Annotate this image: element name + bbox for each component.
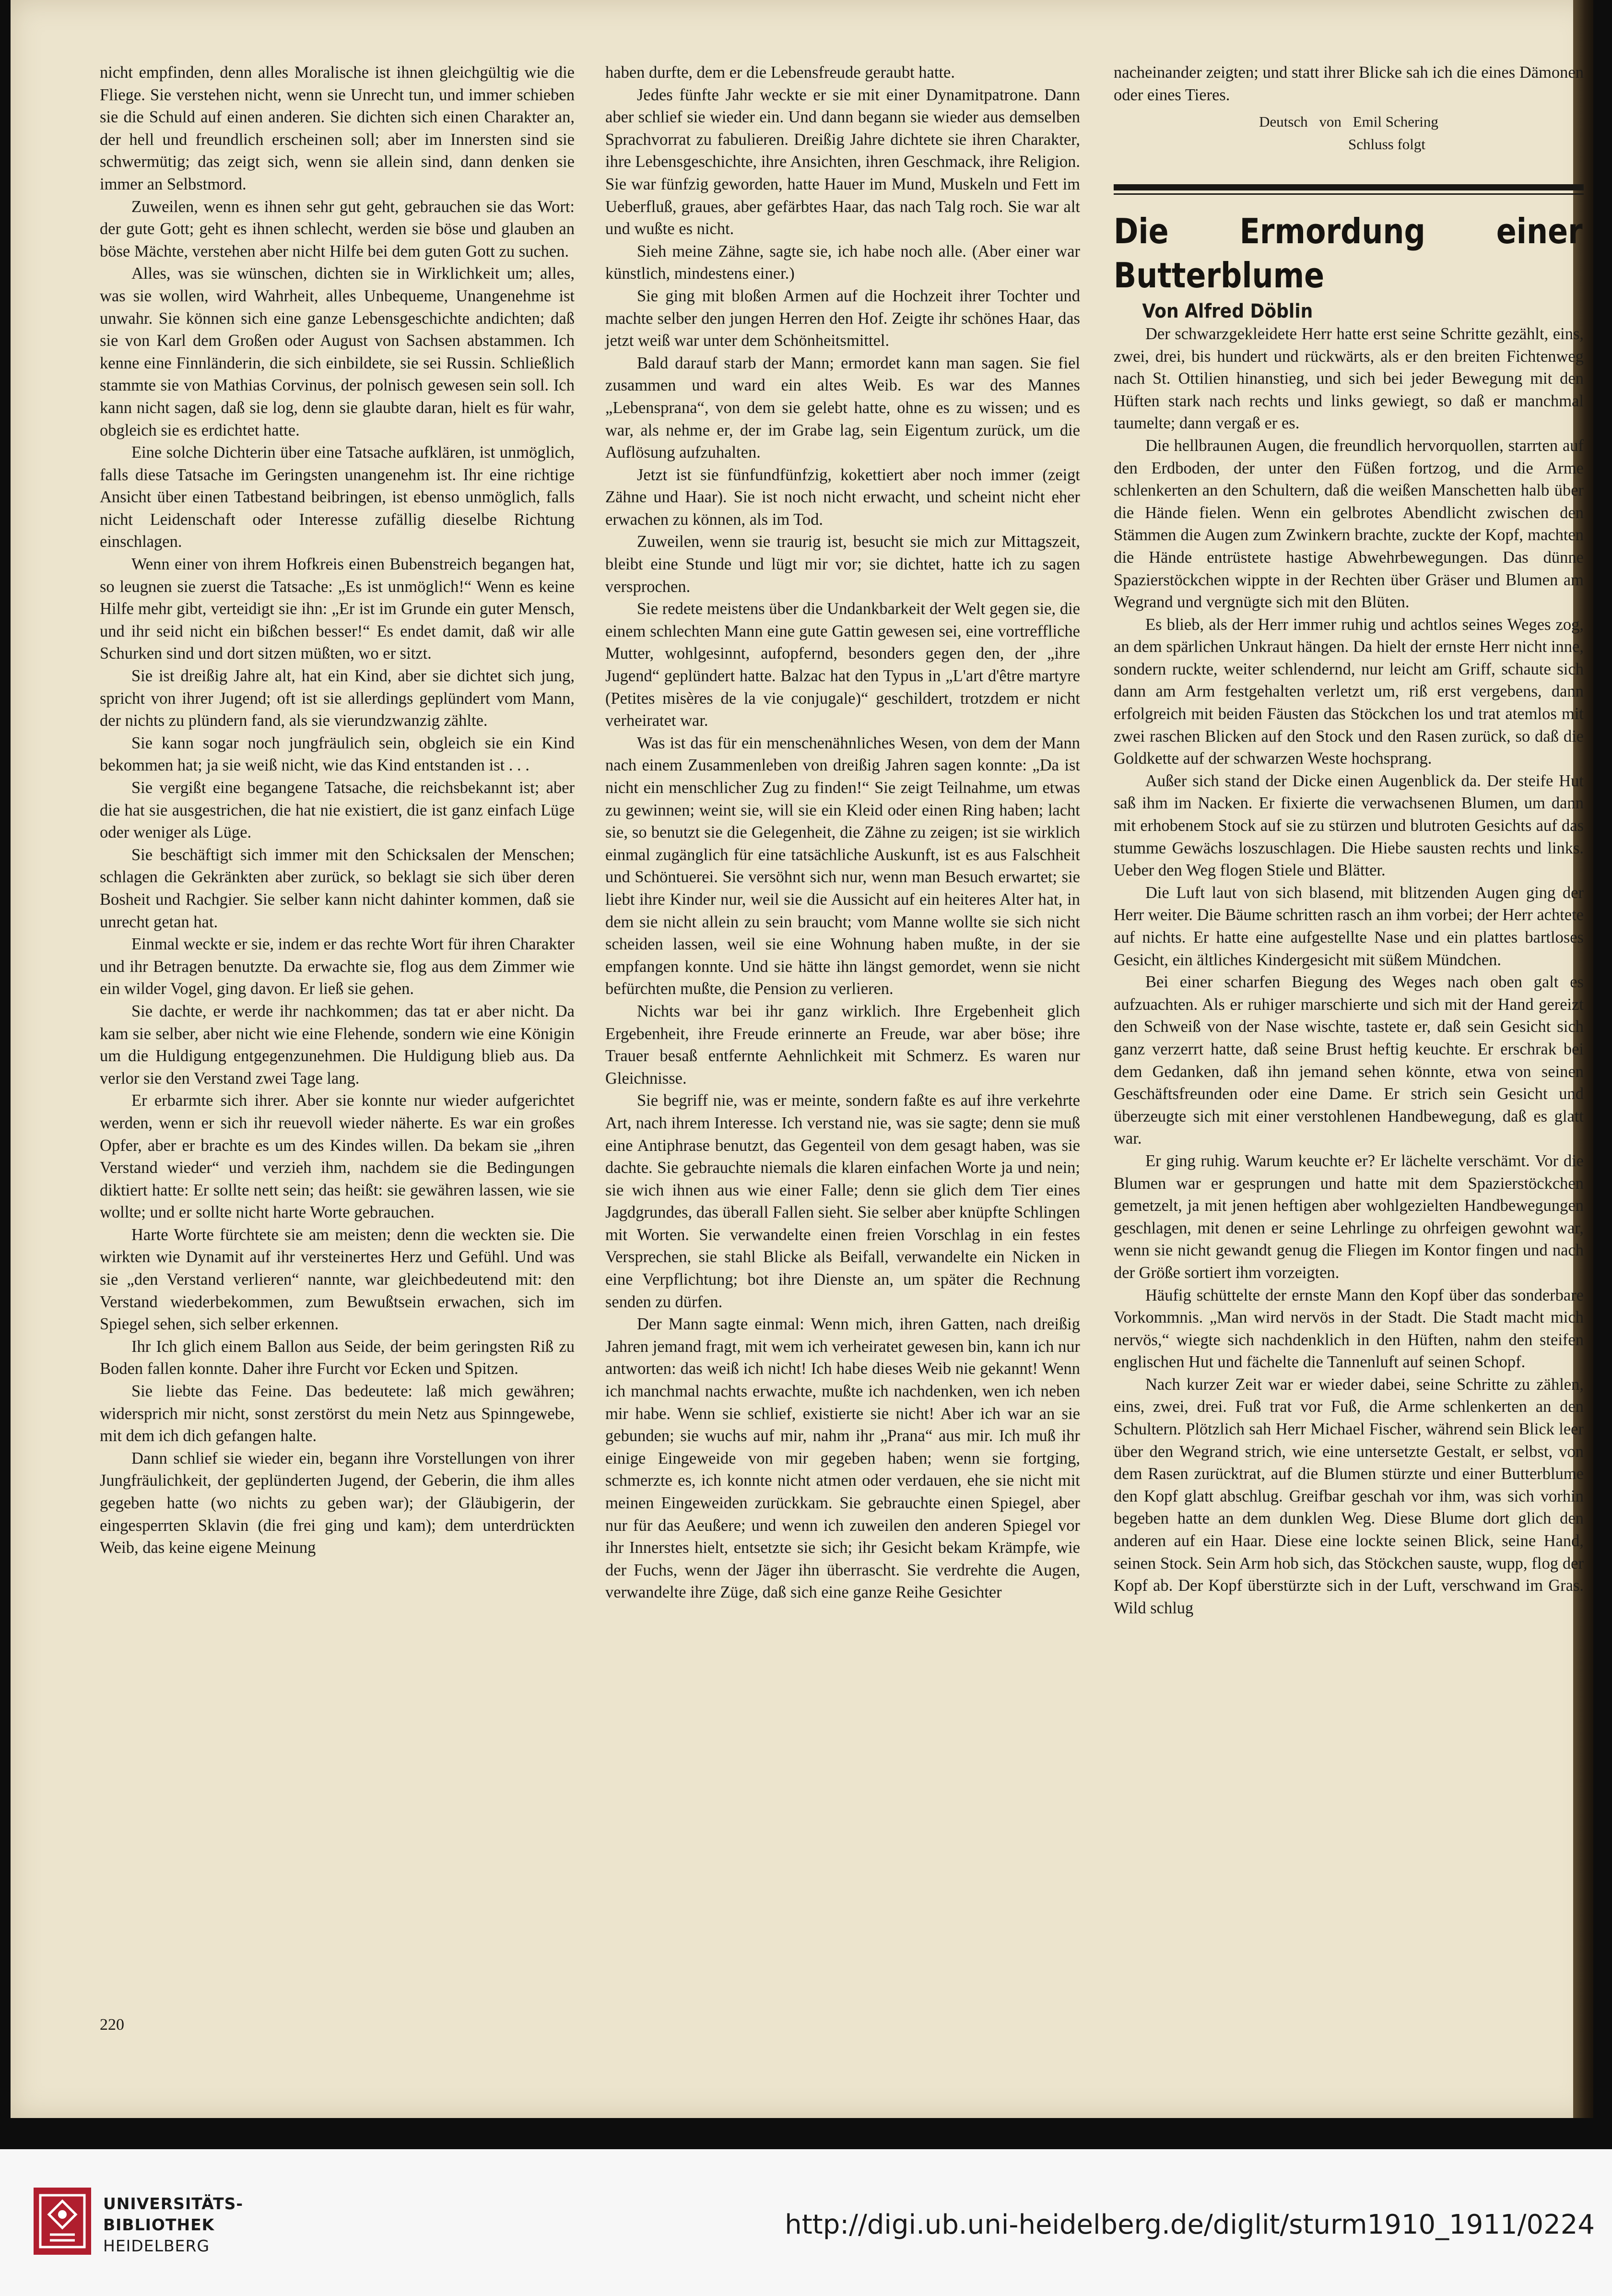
continued-note: Schluss folgt	[1348, 135, 1425, 153]
paragraph: Sie ging mit bloßen Armen auf die Hochzeit ihrer Tochter und machte selber den jungen Herren den Hof. Zeigte ihr schönes Haar, das jetzt weiß war unter dem Schönheitsmittel.	[605, 286, 1080, 350]
paragraph: Nach kurzer Zeit war er wieder dabei, seine Schritte zu zählen, eins, zwei, drei. Fuß trat vor Fuß, die Arme schlenkerten an den Schultern. Plötzlich sah Herr Michael Fischer, während sein Blick leer über den Wegrand strich, wie eine untersetzte Gestalt, er selbst, von dem Rasen zurücktrat, auf die Blumen stürzte und einer Butterblume den Kopf glatt abschlug. Greifbar geschah vor ihm, was sich vorhin begeben hatte an dem dunklen Weg. Diese Blume dort glich den anderen auf ein Haar. Diese eine lockte seinen Blick, seine Hand, seinen Stock. Sein Arm hob sich, das Stöckchen sauste, wupp, flog der Kopf ab. Der Kopf überstürzte sich in der Luft, verschwand im Gras. Wild schlug	[1114, 1375, 1584, 1617]
paragraph: Die Luft laut von sich blasend, mit blitzenden Augen ging der Herr weiter. Die Bäume schritten rasch an ihm vorbei; der Herr achtete auf nichts. Er hatte eine aufgestellte Nase und ein plattes bartloses Gesicht, ein ältliches Kindergesicht mit süßem Mündchen.	[1114, 883, 1584, 969]
divider-thin-line	[1114, 193, 1584, 195]
paragraph: Sie vergißt eine begangene Tatsache, die reichsbekannt ist; aber die hat sie ausgestrichen, die hat nie existiert, die ist ganz einfach Lüge oder weniger als Lüge.	[100, 779, 575, 842]
paragraph: Er ging ruhig. Warum keuchte er? Er lächelte verschämt. Vor die Blumen war er gesprungen und hatte mit dem Spazierstöckchen gemetzelt, ja mit jenen heftigen aber wohlgezielten Handbewegungen geschlagen, mit denen er seine Lehrlinge zu ohrfeigen gewohnt war, wenn sie nicht gewandt genug die Fliegen im Kontor fingen und nach der Größe sortiert ihm vorzeigten.	[1114, 1151, 1584, 1282]
paragraph: Jetzt ist sie fünfundfünfzig, kokettiert aber noch immer (zeigt Zähne und Haar). Sie ist noch nicht erwacht, und scheint nicht eher erwachen zu können, als im Tod.	[605, 465, 1080, 529]
university-seal-icon	[34, 2188, 91, 2255]
paragraph: Zuweilen, wenn sie traurig ist, besucht sie mich zur Mittagszeit, bleibt eine Stunde und lügt mir vor; sie dichtet, hatte ich zu sagen versprochen.	[605, 533, 1080, 596]
source-url-link[interactable]: http://digi.ub.uni-heidelberg.de/diglit/sturm1910_1911/0224	[785, 2209, 1595, 2240]
paragraph: Jedes fünfte Jahr weckte er sie mit einer Dynamitpatrone. Dann aber schlief sie wieder ein. Und dann begann sie wieder aus demselben Sprachvorrat zu fabulieren. Dreißig Jahre dichtete sie ihren Charakter, ihre Lebensgeschichte, ihre Ansichten, ihren Geschmack, ihre Religion. Sie war fünfzig geworden, hatte Hauer im Mund, Muskeln und Fett im Ueberfluß, graues, aber gefärbtes Haar, das nach Talg roch. Sie war alt und wußte es nicht.	[605, 85, 1080, 238]
paragraph: Sie dachte, er werde ihr nachkommen; das tat er aber nicht. Da kam sie selber, aber nicht wie eine Flehende, sondern wie eine Königin um die Huldigung entgegenzunehmen. Die Huldigung blieb aus. Da verlor sie den Verstand zwei Tage lang.	[100, 1002, 575, 1088]
paragraph: Der schwarzgekleidete Herr hatte erst seine Schritte gezählt, eins, zwei, drei, bis hundert und rückwärts, als er den breiten Fichtenweg nach St. Ottilien hinanstieg, und sich bei jeder Bewegung mit den Hüften stark nach rechts und links gewiegt, so daß er manchmal taumelte; dann vergaß er es.	[1114, 324, 1584, 433]
library-city: HEIDELBERG	[103, 2237, 210, 2255]
paragraph: Ihr Ich glich einem Ballon aus Seide, der beim geringsten Riß zu Boden fallen konnte. Daher ihre Furcht vor Ecken und Spitzen.	[100, 1337, 575, 1378]
article-title: Die Ermordung einer Butterblume	[1114, 211, 1583, 296]
library-name-line: BIBLIOTHEK	[103, 2215, 215, 2234]
paragraph: Alles, was sie wünschen, dichten sie in Wirklichkeit um; alles, was sie wollen, wird Wahrheit, alles Unbequeme, Unangenehme ist unwahr. Sie können sich eine ganze Lebensgeschichte andichten; daß sie von Karl dem Großen oder August von Sachsen abstammen. Ich kenne eine Finnländerin, die sich einbildete, sie sei Russin. Schließlich stammte sie von Mathias Corvinus, der polnisch gewesen sein soll. Ich kann nicht sagen, daß sie log, denn sie glaubte daran, hielt es für wahr, obgleich sie es erdichtet hatte.	[100, 264, 575, 439]
translator-name: Emil Schering	[1353, 113, 1438, 130]
translator-middle: von	[1319, 113, 1341, 130]
paragraph: Sie beschäftigt sich immer mit den Schicksalen der Menschen; schlagen die Gekränkten aber zurück, so beklagt sie sich über deren Bosheit und Rachgier. Sie selber kann nicht dahinter kommen, daß sie unrecht getan hat.	[100, 845, 575, 931]
article-byline: Von Alfred Döblin	[1142, 300, 1313, 323]
paragraph: Was ist das für ein menschenähnliches Wesen, von dem der Mann nach einem Zusammenleben von dreißig Jahren sagen konnte: „Da ist nicht ein menschlicher Zug zu finden!“ Sie zeigt Teilnahme, um etwas zu gewinnen; weint sie, will sie ein Kleid oder einen Ring haben; lacht sie, so benutzt sie die Gelegenheit, die Zähne zu zeigen; ist sie wirklich einmal zugänglich für eine tatsächliche Auskunft, ist es aus Falschheit und Schöntuerei. Sie versöhnt sich nur, wenn man Besuch erwartet; sie liebt ihre Kinder nur, weil sie die Aussicht auf ein heiteres Alter hat, in dem sie nicht allein zu sein braucht; vom Manne wollte sie sich nicht scheiden lassen, weil sie eine Wohnung haben mußte, in der sie empfangen konnte. Und sie hätte ihn längst gemordet, wenn sie nicht befürchten mußte, die Pension zu verlieren.	[605, 734, 1080, 998]
page-number: 220	[100, 2016, 124, 2034]
footer-bar	[0, 2149, 1612, 2296]
paragraph: Bald darauf starb der Mann; ermordet kann man sagen. Sie fiel zusammen und ward ein altes Weib. Es war des Mannes „Lebensprana“, von dem sie gelebt hatte, ohne es zu wissen; und es war, als nehme er, der im Grabe lag, sein Eigentum zurück, um die Auflösung aufzuhalten.	[605, 354, 1080, 462]
text-column-middle	[605, 61, 1080, 1604]
paragraph: Er erbarmte sich ihrer. Aber sie konnte nur wieder aufgerichtet werden, wenn er sich ihr reuevoll wieder näherte. Es war ein großes Opfer, aber er brachte es um des Kindes willen. Da bekam sie „ihren Verstand wieder“ und verzieh ihm, nachdem sie die Bedingungen diktiert hatte: Er sollte nett sein; das heißt: sie gewähren lassen, wie sie wollte; und er sollte nicht harte Worte gebrauchen.	[100, 1091, 575, 1222]
paragraph: Sieh meine Zähne, sagte sie, ich habe noch alle. (Aber einer war künstlich, mindestens einer.)	[605, 242, 1080, 283]
paragraph: Die hellbraunen Augen, die freundlich hervorquollen, starrten auf den Erdboden, der unter den Füßen fortzog, und die Arme schlenkerten an den Schultern, daß die weißen Manschetten halb über die Hände fielen. Wenn ein gelbrotes Abendlicht zwischen den Stämmen die Augen zum Zwinkern brachte, zuckte der Kopf, machten die Hände entrüstete hastige Abwehrbewegungen. Das dünne Spazierstöckchen wippte in der Rechten über Gräser und Blumen am Wegrand und vergnügte sich mit den Blüten.	[1114, 436, 1584, 612]
paragraph: Sie begriff nie, was er meinte, sondern faßte es auf ihre verkehrte Art, nach ihrem Interesse. Ich verstand nie, was sie sagte; denn sie muß eine Antiphrase benutzt, das Gegenteil von dem gesagt haben, was sie dachte. Sie gebrauchte niemals die klaren einfachen Worte ja und nein; sie wich ihnen aus wie einer Falle; denn sie glich dem Tier eines Jagdgrundes, das überall Fallen sieht. Sie selber aber knüpfte Schlingen mit Worten. Sie verwandelte einen freien Vorschlag in ein festes Versprechen, sie stahl Blicke als Beifall, verwandelte ein Nicken in eine Verpflichtung; bot ihre Dienste an, um später die Rechnung senden zu dürfen.	[605, 1091, 1080, 1311]
paragraph: Harte Worte fürchtete sie am meisten; denn die weckten sie. Die wirkten wie Dynamit auf ihr versteinertes Herz und Gefühl. Und was sie „den Verstand verlieren“ nannte, war gleichbedeutend mit: den Verstand wiederbekommen, zum Bewußtsein erwachen, sich im Spiegel sehen, sich selber erkennen.	[100, 1225, 575, 1334]
paragraph: Wenn einer von ihrem Hofkreis einen Bubenstreich begangen hat, so leugnen sie zuerst die Tatsache: „Es ist unmöglich!“ Wenn es keine Hilfe mehr gibt, verteidigt sie ihn: „Er ist im Grunde ein guter Mensch, und ihr seid nicht ein bißchen besser!“ Es endet damit, daß wir alle Schurken sind und dort sitzen müßten, wo er sitzt.	[100, 555, 575, 663]
library-name	[103, 2193, 243, 2257]
paragraph: Sie kann sogar noch jungfräulich sein, obgleich sie ein Kind bekommen hat; ja sie weiß nicht, wie das Kind entstanden ist . . .	[100, 734, 575, 775]
paragraph: Es blieb, als der Herr immer ruhig und achtlos seines Weges zog, an dem spärlichen Unkraut hängen. Da hielt der ernste Herr nicht inne, sondern ruckte, weiter schlendernd, nur leicht am Griff, schaute sich dann am Arm festgehalten verletzt um, riß erst vergebens, dann erfolgreich mit beiden Fäusten das Stöckchen los und trat atemlos mit zwei raschen Blicken auf den Stock und den Rasen zurück, so daß die Goldkette auf der schwarzen Weste hochsprang.	[1114, 615, 1584, 768]
paragraph: Sie ist dreißig Jahre alt, hat ein Kind, aber sie dichtet sich jung, spricht von ihrer Jugend; oft ist sie allerdings geplündert vom Mann, der nichts zu plündern fand, als sie vierundzwanzig zählte.	[100, 667, 575, 730]
text-column-left	[100, 61, 575, 1559]
translator-prefix: Deutsch	[1259, 113, 1308, 130]
paragraph: Bei einer scharfen Biegung des Weges nach oben galt es aufzuachten. Als er ruhiger marschierte und sich mit der Hand gereizt den Schweiß von der Nase wischte, tastete er, daß sein Gesicht sich ganz verzerrt hatte, daß seine Brust heftig keuchte. Er erschrak bei dem Gedanken, daß ihn jemand sehen könnte, etwa von seinen Geschäftsfreunden oder eine Dame. Er strich sein Gesicht und überzeugte sich mit einer verstohlenen Handbewegung, daß es glatt war.	[1114, 973, 1584, 1148]
paragraph: Dann schlief sie wieder ein, begann ihre Vorstellungen von ihrer Jungfräulichkeit, der geplünderten Jugend, der Geberin, die ihm alles gegeben hatte (wo nichts zu geben war); der Gläubigerin, der eingesperrten Sklavin (die frei ging und kam); dem unterdrückten Weib, das keine eigene Meinung	[100, 1449, 575, 1557]
paragraph: Eine solche Dichterin über eine Tatsache aufklären, ist unmöglich, falls diese Tatsache im Geringsten unangenehm ist. Ihr eine richtige Ansicht über einen Tatbestand beibringen, ist ebenso unmöglich, falls nicht Leidenschaft oder Interesse zufällig dieselbe Richtung einschlagen.	[100, 443, 575, 551]
section-divider	[1114, 184, 1584, 195]
paragraph: Der Mann sagte einmal: Wenn mich, ihren Gatten, nach dreißig Jahren jemand fragt, mit wem ich verheiratet gewesen bin, kann ich nur antworten: das weiß ich nicht! Ich habe dieses Weib nie gekannt! Wenn ich manchmal nachts erwachte, mußte ich nachdenken, wen ich neben mir habe. Wenn sie schlief, existierte sie nicht! Aber ich war an sie gebunden; sie wuchs auf mir, nahm ihr „Prana“ aus mir. Ich muß ihr einige Eingeweide von mir gegeben haben; wenn sie fortging, schmerzte es, ich konnte nicht atmen oder verdauen, ehe sie nicht mit meinen Eingeweiden zurückkam. Sie gebrauchte einen Spiegel, aber nur für das Aeußere; und wenn ich zuweilen den anderen Spiegel vor ihr Innerstes hielt, entsetzte sie sich; ihr Gesicht bekam Krämpfe, wie der Fuchs, wenn der Jäger ihn überrascht. Sie verdrehte die Augen, verwandelte ihre Züge, daß sich eine ganze Reihe Gesichter	[605, 1315, 1080, 1602]
paragraph: Einmal weckte er sie, indem er das rechte Wort für ihren Charakter und ihr Betragen benutzte. Da erwachte sie, flog aus dem Zimmer wie ein wilder Vogel, ging davon. Er ließ sie gehen.	[100, 935, 575, 998]
scanned-page	[11, 0, 1593, 2118]
paragraph: Zuweilen, wenn es ihnen sehr gut geht, gebrauchen sie das Wort: der gute Gott; geht es ihnen schlecht, werden sie böse und glauben an böse Mächte, verstehen aber nicht Hilfe bei dem guten Gott zu suchen.	[100, 197, 575, 260]
library-name-line: UNIVERSITÄTS-	[103, 2194, 244, 2213]
paragraph: nacheinander zeigten; und statt ihrer Blicke sah ich die eines Dämonen oder eines Tieres.	[1114, 63, 1584, 104]
divider-thick-line	[1114, 184, 1584, 190]
paragraph: haben durfte, dem er die Lebensfreude geraubt hatte.	[605, 63, 955, 82]
paragraph: Außer sich stand der Dicke einen Augenblick da. Der steife Hut saß ihm im Nacken. Er fixierte die verwachsenen Blumen, um dann mit erhobenem Stock auf sie zu stürzen und blutroten Gesichts auf das stumme Gewächs loszuschlagen. Die Hiebe sausten rechts und links. Ueber den Weg flogen Stiele und Blätter.	[1114, 771, 1584, 880]
paragraph: Häufig schüttelte der ernste Mann den Kopf über das sonderbare Vorkommnis. „Man wird nervös in der Stadt. Die Stadt macht mich nervös,“ wiegte sich nachdenklich in den Hüften, nahm den steifen englischen Hut und fächelte die Tannenluft auf seinen Schopf.	[1114, 1286, 1584, 1372]
text-column-right	[1114, 61, 1584, 1619]
paragraph: Sie redete meistens über die Undankbarkeit der Welt gegen sie, die einem schlechten Mann eine gute Gattin gewesen sei, eine vortreffliche Mutter, wohlgesinnt, aufopfernd, besonders gegen den, der „ihre Jugend“ geplündert hatte. Balzac hat den Typus in „L'art d'être martyre (Petites misères de la vie conjugale)“ geschildert, trotzdem er nicht verheiratet war.	[605, 600, 1080, 730]
paragraph: Nichts war bei ihr ganz wirklich. Ihre Ergebenheit glich Ergebenheit, ihre Freude erinnerte an Freude, war aber böse; ihre Trauer besaß entfernte Aehnlichkeit mit Schmerz. Es waren nur Gleichnisse.	[605, 1002, 1080, 1088]
translator-credit	[1114, 111, 1584, 133]
paragraph: Sie liebte das Feine. Das bedeutete: laß mich gewähren; widersprich mir nicht, sonst zerstörst du mein Netz aus Spinngewebe, mit dem ich dich gefangen halte.	[100, 1382, 575, 1445]
paragraph: nicht empfinden, denn alles Moralische ist ihnen gleichgültig wie die Fliege. Sie verstehen nicht, wenn sie Unrecht tun, und immer schieben sie die Schuld auf einen anderen. Sie dichten sich einen Charakter an, der hell und freundlich erscheinen soll; aber im Innersten sind sie schwermütig; das zeigt sich, wenn sie allein sind, dann denken sie immer an Selbstmord.	[100, 63, 575, 193]
